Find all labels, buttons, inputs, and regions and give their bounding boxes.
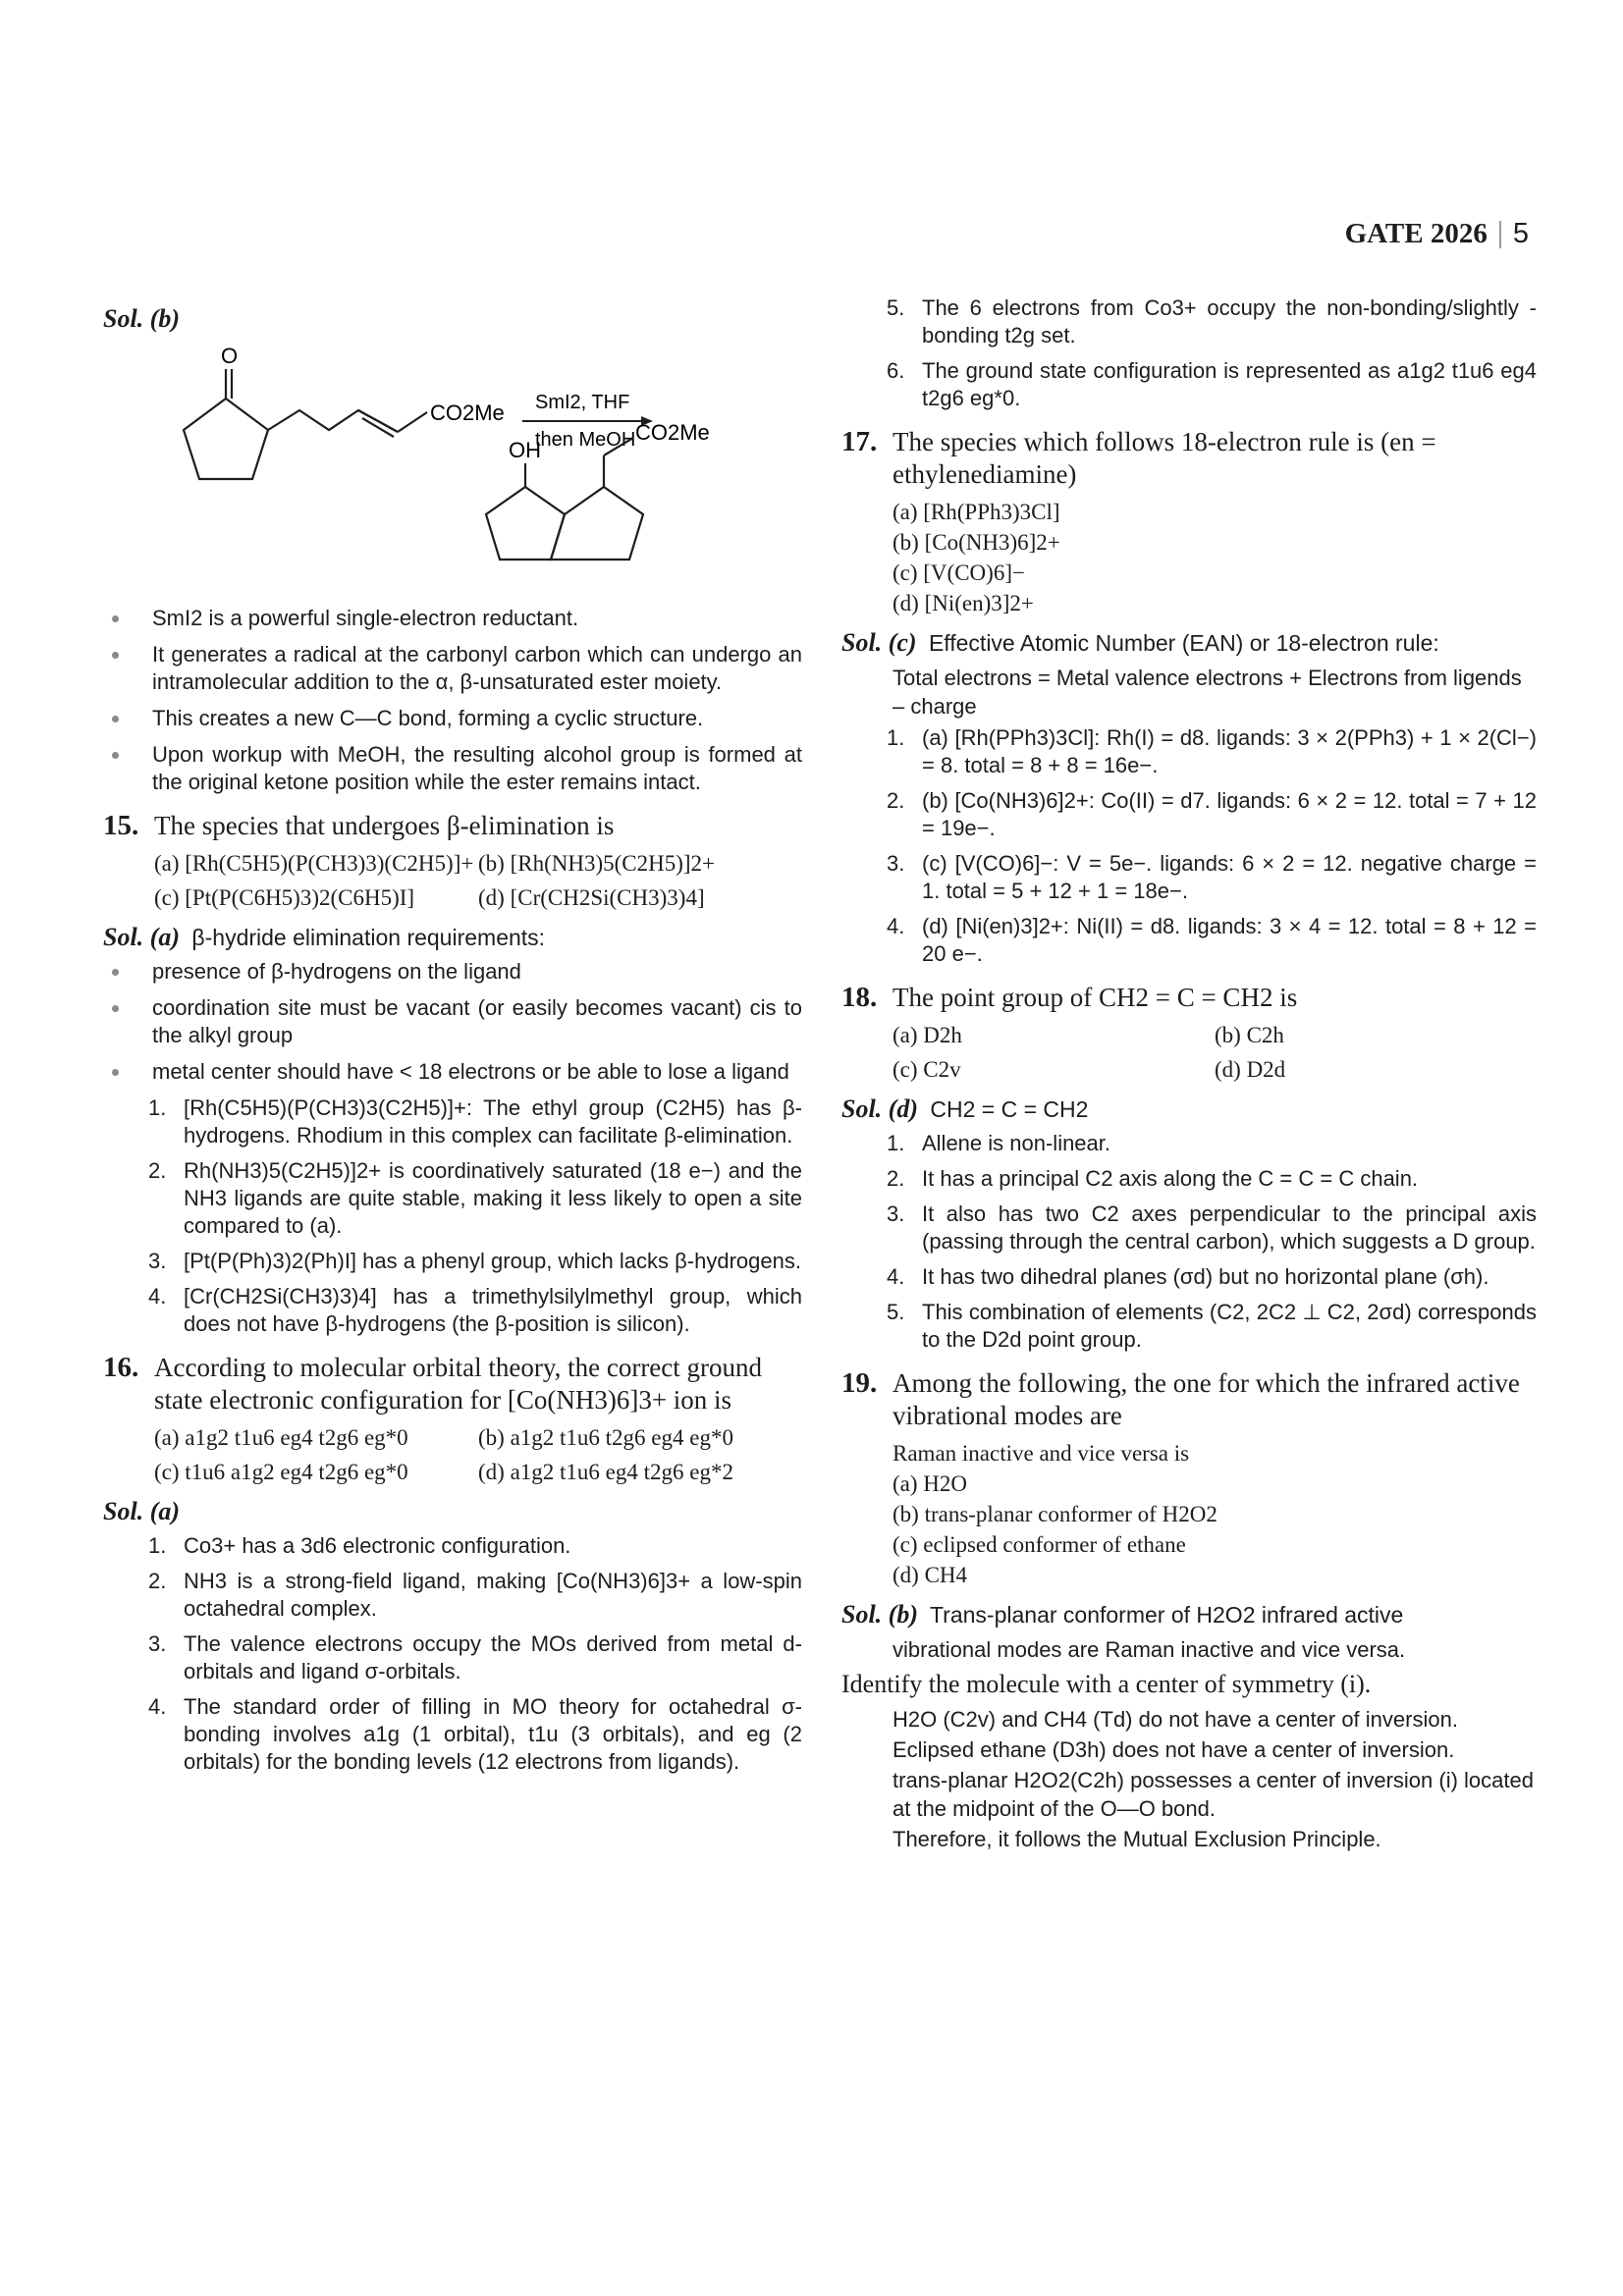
list-item: 2. Rh(NH3)5(C2H5)]2+ is coordinatively saturated (18 e−) and the NH3 ligands are quite stable, making it less likely to open a site compared to (a).: [148, 1158, 802, 1238]
bullet-icon: [112, 1069, 119, 1076]
list-item: 4. [Cr(CH2Si(CH3)3)4] has a trimethylsilylmethyl group, which does not have β-hydrogens (the β-position is silicon).: [148, 1284, 802, 1336]
sol19-header: [841, 1600, 1537, 1629]
list-item: 1. Co3+ has a 3d6 electronic configuration.: [148, 1533, 571, 1558]
option-d: (d) CH4: [893, 1563, 968, 1587]
sol17-label: Sol. (c): [841, 628, 917, 657]
bullet-icon: [112, 716, 119, 722]
question-15: [103, 810, 802, 842]
left-column: [103, 294, 802, 1784]
sol16-items: [103, 1532, 802, 1776]
sol18-label: Sol. (d): [841, 1095, 918, 1123]
sol17-items: [841, 724, 1537, 968]
q17-options: [893, 497, 1537, 618]
reagent-top: SmI2, THF: [535, 392, 630, 413]
question-number: 16.: [103, 1352, 139, 1383]
sol15-header: [103, 923, 802, 952]
option-a: (a) [Rh(C5H5)(P(CH3)3)(C2H5)]+: [154, 851, 474, 876]
option-a: (a) H2O: [893, 1471, 967, 1496]
list-item: coordination site must be vacant (or easily becomes vacant) cis to the alkyl group: [103, 994, 802, 1049]
sol15-bullets: [103, 958, 802, 1086]
option-c: (c) [Pt(P(C6H5)3)2(C6H5)I]: [154, 885, 415, 910]
option-b: (b) [Rh(NH3)5(C2H5)]2+: [478, 851, 716, 876]
bullet-icon: [112, 1005, 119, 1012]
sol14-label: Sol. (b): [103, 304, 180, 333]
question-18: [841, 982, 1537, 1014]
question-16: [103, 1352, 802, 1416]
sol14-bullets: [103, 605, 802, 796]
option-d: (d) D2d: [1215, 1057, 1286, 1082]
list-item: 3. (c) [V(CO)6]−: V = 5e−. ligands: 6 × 2 = 12. negative charge = 1. total = 5 + 12 + 1 = 18e−.: [887, 851, 1537, 903]
list-item: 3. [Pt(P(Ph)3)2(Ph)I] has a phenyl group, which lacks β-hydrogens.: [148, 1249, 801, 1273]
ester-label: CO2Me: [430, 400, 505, 425]
option-d: (d) [Ni(en)3]2+: [893, 591, 1034, 615]
list-item: 3. The valence electrons occupy the MOs derived from metal d-orbitals and ligand σ-orbitals.: [148, 1631, 802, 1683]
question-19: [841, 1367, 1537, 1432]
list-item: 4. It has two dihedral planes (σd) but no horizontal plane (σh).: [887, 1264, 1489, 1289]
reaction-scheme: [103, 340, 802, 595]
sol18-intro: CH2 = C = CH2: [930, 1096, 1089, 1122]
sol17-para: Total electrons = Metal valence electrons + Electrons from ligends – charge: [893, 666, 1522, 719]
q18-options: [893, 1020, 1537, 1085]
header-divider: [1499, 221, 1501, 248]
question-number: 15.: [103, 810, 139, 841]
list-item: 3. It also has two C2 axes perpendicular to the principal axis (passing through the central carbon), which suggests a D group.: [887, 1201, 1537, 1254]
page-number: 5: [1512, 218, 1529, 249]
bullet-icon: [112, 969, 119, 976]
sol15-items: [103, 1095, 802, 1338]
option-d: (d) a1g2 t1u6 eg4 t2g6 eg*2: [478, 1460, 733, 1484]
option-b: (b) [Co(NH3)6]2+: [893, 530, 1060, 555]
list-item: 1. Allene is non-linear.: [887, 1131, 1111, 1155]
right-column: [841, 294, 1537, 1855]
question-text-cont: Raman inactive and vice versa is: [893, 1441, 1190, 1466]
list-item: 5. This combination of elements (C2, 2C2 ⊥ C2, 2σd) corresponds to the D2d point group.: [887, 1300, 1537, 1352]
sol19-line: Therefore, it follows the Mutual Exclusion Principle.: [893, 1827, 1381, 1851]
header-title: GATE 2026: [1344, 218, 1488, 249]
q15-options: [154, 848, 802, 913]
bullet-icon: [112, 752, 119, 759]
sol19-line: trans-planar H2O2(C2h) possesses a center of inversion (i) located at the midpoint of the O—O bond.: [893, 1768, 1534, 1821]
q19-options: [893, 1438, 1537, 1590]
list-item: 2. (b) [Co(NH3)6]2+: Co(II) = d7. ligands: 6 × 2 = 12. total = 7 + 12 = 19e−.: [887, 788, 1537, 840]
question-number: 18.: [841, 982, 878, 1013]
sol16-continued-items: [841, 294, 1537, 412]
option-b: (b) trans-planar conformer of H2O2: [893, 1502, 1217, 1526]
sol19-line: H2O (C2v) and CH4 (Td) do not have a center of inversion.: [893, 1707, 1458, 1732]
reagent-bottom: then MeOH: [535, 429, 636, 451]
option-c: (c) t1u6 a1g2 eg4 t2g6 eg*0: [154, 1460, 408, 1484]
list-item: 1. (a) [Rh(PPh3)3Cl]: Rh(I) = d8. ligands: 3 × 2(PPh3) + 1 × 2(Cl−) = 8. total = 8 + 8 = 16e−.: [887, 725, 1537, 777]
list-item: metal center should have < 18 electrons or be able to lose a ligand: [103, 1058, 802, 1086]
q16-options: [154, 1422, 802, 1487]
cyclopentanone-ring: [184, 369, 427, 479]
option-b: (b) C2h: [1215, 1023, 1284, 1047]
option-a: (a) a1g2 t1u6 eg4 t2g6 eg*0: [154, 1425, 408, 1450]
list-item: It generates a radical at the carbonyl carbon which can undergo an intramolecular addition to the α, β-unsaturated ester moiety.: [103, 641, 802, 696]
question-text: The species which follows 18-electron rule is (en = ethylenediamine): [893, 427, 1436, 489]
ketone-o: O: [221, 344, 239, 368]
option-c: (c) [V(CO)6]−: [893, 561, 1025, 585]
sol19-intro: Trans-planar conformer of H2O2 infrared active: [929, 1602, 1404, 1628]
list-item: This creates a new C—C bond, forming a cyclic structure.: [103, 705, 802, 732]
sol17-header: [841, 628, 1537, 658]
list-item: SmI2 is a powerful single-electron reductant.: [103, 605, 802, 632]
sol15-label: Sol. (a): [103, 923, 180, 951]
option-a: (a) D2h: [893, 1023, 962, 1047]
sol15-intro: β-hydride elimination requirements:: [191, 925, 546, 950]
sol19-line: Eclipsed ethane (D3h) does not have a center of inversion.: [893, 1737, 1455, 1762]
list-item: 5. The 6 electrons from Co3+ occupy the non-bonding/slightly -bonding t2g set.: [887, 295, 1537, 347]
question-text: The point group of CH2 = C = CH2 is: [893, 983, 1298, 1012]
list-item: 2. It has a principal C2 axis along the C = C = C chain.: [887, 1166, 1419, 1191]
question-text: The species that undergoes β-elimination is: [154, 811, 615, 840]
list-item: Upon workup with MeOH, the resulting alcohol group is formed at the original ketone position while the ester remains intact.: [103, 741, 802, 796]
question-text: According to molecular orbital theory, the correct ground state electronic configuration for [Co(NH3)6]3+ ion is: [154, 1353, 763, 1415]
sol17-intro: Effective Atomic Number (EAN) or 18-electron rule:: [928, 630, 1439, 656]
sol19-label: Sol. (b): [841, 1600, 918, 1629]
list-item: 2. NH3 is a strong-field ligand, making [Co(NH3)6]3+ a low-spin octahedral complex.: [148, 1569, 802, 1621]
sol19-para: vibrational modes are Raman inactive and vice versa.: [893, 1637, 1406, 1662]
question-number: 19.: [841, 1367, 878, 1399]
list-item: presence of β-hydrogens on the ligand: [103, 958, 802, 986]
sol19-heading: Identify the molecule with a center of symmetry (i).: [841, 1670, 1372, 1698]
reaction-svg: [103, 340, 802, 595]
option-c: (c) eclipsed conformer of ethane: [893, 1532, 1186, 1557]
oh-label: OH: [509, 438, 541, 462]
bullet-icon: [112, 652, 119, 659]
list-item: 6. The ground state configuration is represented as a1g2 t1u6 eg4 t2g6 eg*0.: [887, 358, 1537, 410]
option-a: (a) [Rh(PPh3)3Cl]: [893, 500, 1060, 524]
page-header: [1345, 218, 1529, 250]
list-item: 4. (d) [Ni(en)3]2+: Ni(II) = d8. ligands: 3 × 4 = 12. total = 8 + 12 = 20 e−.: [887, 914, 1537, 966]
list-item: 4. The standard order of filling in MO theory for octahedral σ-bonding involves a1g (1 orbital), t1u (3 orbitals), and eg (2 orbitals) for the bonding levels (12 electrons from ligands).: [148, 1694, 802, 1774]
sol18-items: [841, 1130, 1537, 1354]
bullet-icon: [112, 615, 119, 622]
sol18-header: [841, 1095, 1537, 1124]
question-number: 17.: [841, 426, 878, 457]
sol16-label: Sol. (a): [103, 1497, 180, 1525]
question-17: [841, 426, 1537, 491]
option-c: (c) C2v: [893, 1057, 961, 1082]
option-b: (b) a1g2 t1u6 t2g6 eg4 eg*0: [478, 1425, 733, 1450]
product-ester-label: CO2Me: [635, 420, 710, 445]
question-text: Among the following, the one for which the infrared active vibrational modes are: [893, 1368, 1520, 1430]
option-d: (d) [Cr(CH2Si(CH3)3)4]: [478, 885, 705, 910]
list-item: 1. [Rh(C5H5)(P(CH3)3(C2H5)]+: The ethyl group (C2H5) has β-hydrogens. Rhodium in this complex can facilitate β-elimination.: [148, 1095, 802, 1148]
